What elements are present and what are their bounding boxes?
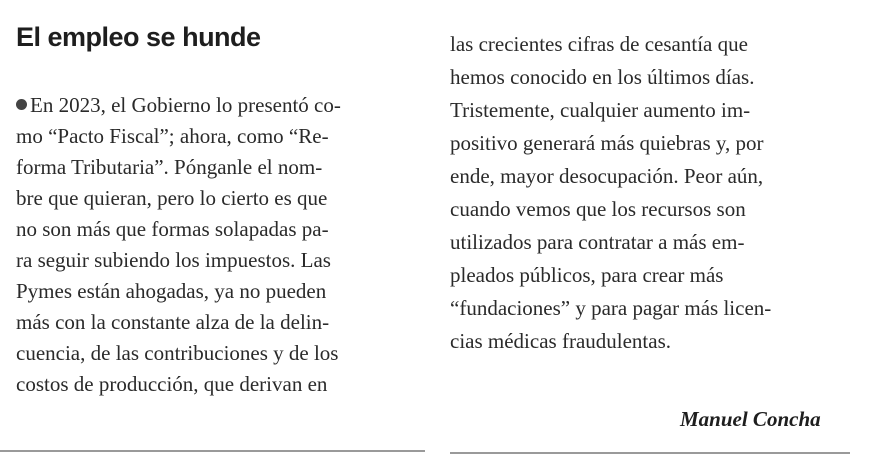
body-line: cuencia, de las contribuciones y de los [16, 341, 339, 365]
body-line: utilizados para contratar a más em- [450, 230, 745, 254]
headline: El empleo se hunde [16, 22, 261, 52]
body-line: las crecientes cifras de cesantía que [450, 32, 748, 56]
body-line: ra seguir subiendo los impuestos. Las [16, 248, 331, 272]
body-line: mo “Pacto Fiscal”; ahora, como “Re- [16, 124, 329, 148]
body-line: pleados públicos, para crear más [450, 263, 724, 287]
body-line: “fundaciones” y para pagar más licen- [450, 296, 772, 320]
author-signature: Manuel Concha [680, 407, 821, 431]
body-line: forma Tributaria”. Pónganle el nom- [16, 155, 323, 179]
body-line: positivo generará más quiebras y, por [450, 131, 764, 155]
bottom-rule-left [0, 450, 425, 452]
body-line: hemos conocido en los últimos días. [450, 65, 755, 89]
body-line: costos de producción, que derivan en [16, 372, 328, 396]
body-line-text: En 2023, el Gobierno lo presentó co- [30, 93, 341, 117]
body-line: ende, mayor desocupación. Peor aún, [450, 164, 764, 188]
bullet-icon [16, 99, 27, 110]
body-line: Pymes están ahogadas, ya no pueden [16, 279, 327, 303]
body-line: cias médicas fraudulentas. [450, 329, 671, 353]
bottom-rule-right [450, 452, 850, 454]
body-line: cuando vemos que los recursos son [450, 197, 746, 221]
body-line: Tristemente, cualquier aumento im- [450, 98, 751, 122]
body-line: no son más que formas solapadas pa- [16, 217, 329, 241]
body-line: bre que quieran, pero lo cierto es que [16, 186, 328, 210]
body-line: más con la constante alza de la delin- [16, 310, 330, 334]
body-line [16, 95, 341, 116]
